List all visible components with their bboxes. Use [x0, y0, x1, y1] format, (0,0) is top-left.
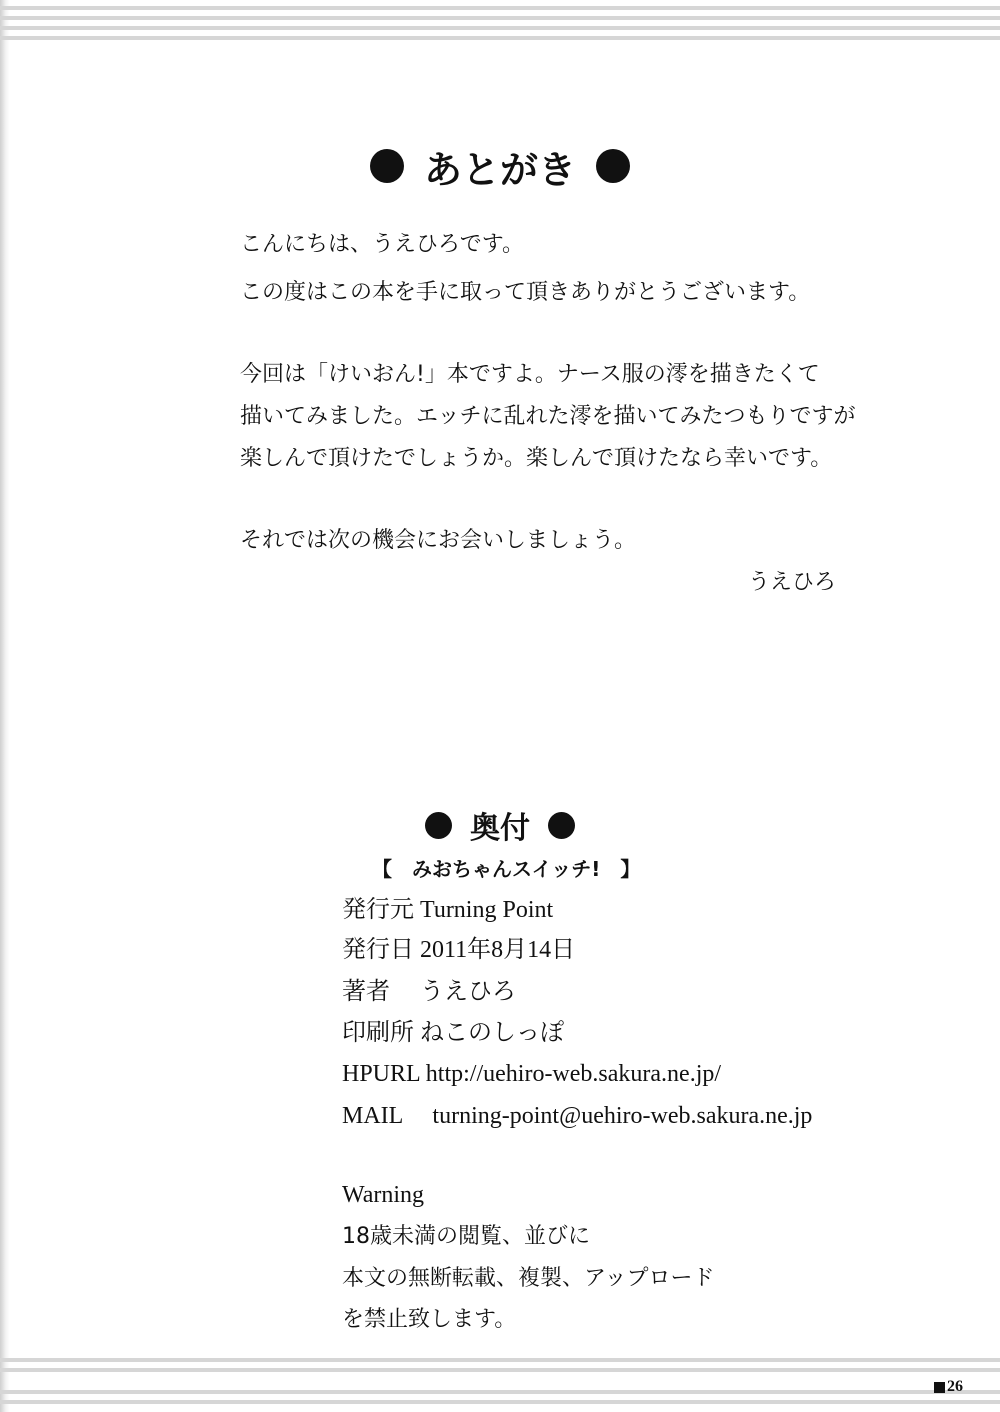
- colophon-mail: MAIL turning-point@uehiro-web.sakura.ne.jp: [342, 1103, 813, 1129]
- warning-line-3: を禁止致します。: [342, 1307, 517, 1332]
- bullet-dot-icon: [548, 812, 575, 839]
- bullet-dot-icon: [370, 149, 404, 183]
- afterword-signature: うえひろ: [748, 570, 837, 595]
- afterword-line-3: 今回は「けいおん!」本ですよ。ナース服の澪を描きたくて: [240, 362, 820, 387]
- colophon-printer: 印刷所 ねこのしっぽ: [342, 1020, 564, 1046]
- bottom-stripe-2: [0, 1368, 1000, 1372]
- afterword-line-6: それでは次の機会にお会いしましょう。: [240, 528, 637, 553]
- top-stripe-3: [0, 26, 1000, 30]
- top-stripe-2: [0, 16, 1000, 20]
- bottom-stripe-4: [0, 1400, 1000, 1404]
- afterword-line-5: 楽しんで頂けたでしょうか。楽しんで頂けたなら幸いです。: [240, 446, 833, 471]
- bullet-dot-icon: [596, 149, 630, 183]
- colophon-title: 奥付: [470, 811, 530, 846]
- afterword-line-1: こんにちは、うえひろです。: [240, 232, 525, 257]
- colophon-author: 著者 うえひろ: [342, 979, 516, 1005]
- page-number: [934, 1378, 963, 1396]
- top-stripe-1: [0, 6, 1000, 10]
- afterword-line-4: 描いてみました。エッチに乱れた澪を描いてみたつもりですが: [240, 404, 856, 429]
- warning-label: Warning: [342, 1182, 425, 1208]
- colophon-heading: [0, 802, 1000, 848]
- page-edge-left: [0, 0, 10, 1412]
- colophon-date: 発行日 2011年8月14日: [342, 937, 576, 963]
- bottom-stripe-1: [0, 1358, 1000, 1362]
- square-marker-icon: [934, 1382, 945, 1393]
- afterword-heading: [0, 138, 1000, 194]
- bottom-stripe-3: [0, 1390, 1000, 1394]
- colophon-hpurl: HPURL http://uehiro-web.sakura.ne.jp/: [342, 1061, 722, 1087]
- colophon-publisher: 発行元 Turning Point: [342, 897, 554, 923]
- warning-line-1: 18歳未満の閲覧、並びに: [342, 1224, 590, 1249]
- colophon-book-title: 【 みおちゃんスイッチ! 】: [372, 857, 641, 881]
- afterword-line-2: この度はこの本を手に取って頂きありがとうございます。: [240, 280, 811, 305]
- afterword-title: あとがき: [423, 147, 576, 192]
- top-stripe-4: [0, 36, 1000, 40]
- page-number-text: 26: [947, 1378, 963, 1395]
- bullet-dot-icon: [425, 812, 452, 839]
- warning-line-2: 本文の無断転載、複製、アップロード: [342, 1266, 715, 1291]
